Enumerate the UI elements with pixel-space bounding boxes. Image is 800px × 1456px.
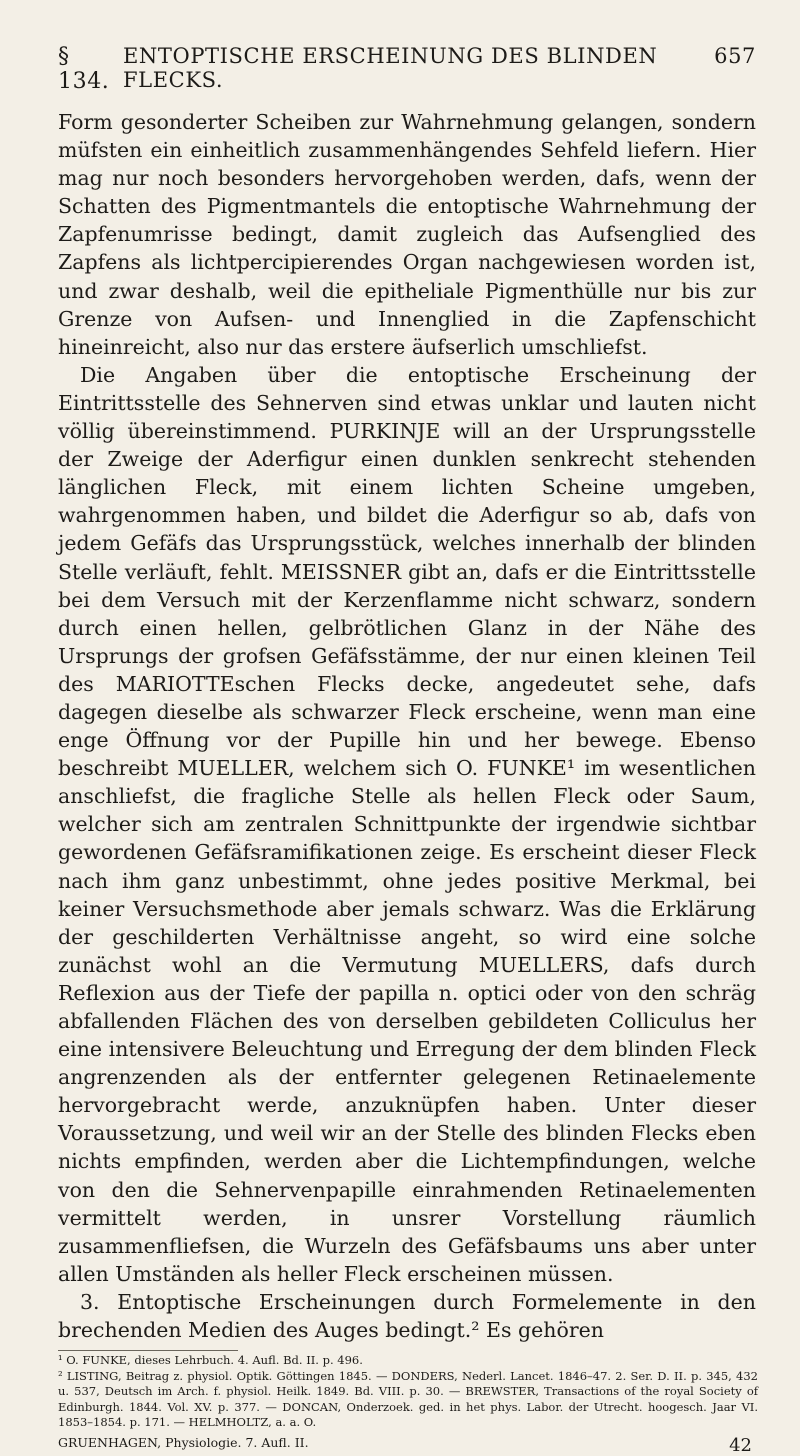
page-footer (58, 1435, 752, 1456)
signature-mark: 42 (729, 1434, 752, 1456)
section-number: § 134. (58, 44, 110, 94)
book-imprint: GRUENHAGEN, Physiologie. 7. Aufl. II. (58, 1434, 309, 1450)
paragraph-1: Form gesonderter Scheiben zur Wahrnehmung gelangen, sondern müfsten ein einheitlich zusammenhängendes Sehfeld liefern. Hier mag nur noch besonders hervorgehoben werden, dafs, wenn der Schatten des Pigmentmantels die entoptische Wahrnehmung der Zapfenumrisse bedingt, damit zugleich das Aufsenglied des Zapfens als lichtpercipierendes Organ nachgewiesen worden ist, und zwar deshalb, weil die epitheliale Pigmenthülle nur bis zur Grenze von Aufsen- und Innenglied in die Zapfenschicht hineinreicht, also nur das erstere äufserlich umschliefst. (58, 110, 756, 359)
paragraph-2: Die Angaben über die entoptische Erscheinung der Eintrittsstelle des Sehnerven sind etwas unklar und lauten nicht völlig übereinstimmend. PURKINJE will an der Ursprungsstelle der Zweige der Aderfigur einen dunklen senkrecht stehenden länglichen Fleck, mit einem lichten Scheine umgeben, wahrgenommen haben, und bildet die Aderfigur so ab, dafs von jedem Gefäfs das Ursprungsstück, welches innerhalb der blinden Stelle verläuft, fehlt. MEISSNER gibt an, dafs er die Eintrittsstelle bei dem Versuch mit der Kerzenflamme nicht schwarz, sondern durch einen hellen, gelbrötlichen Glanz in der Nähe des Ursprungs der grofsen Gefäfsstämme, der nur einen kleinen Teil des MARIOTTEschen Flecks decke, angedeutet sehe, dafs dagegen dieselbe als schwarzer Fleck erscheine, wenn man eine enge Öffnung vor der Pupille hin und her bewege. Ebenso beschreibt MUELLER, welchem sich O. FUNKE¹ im wesentlichen anschliefst, die fragliche Stelle als hellen Fleck oder Saum, welcher sich am zentralen Schnittpunkte der irgendwie sichtbar gewordenen Gefäfsramifikationen zeige. Es erscheint dieser Fleck nach ihm ganz unbestimmt, ohne jedes positive Merkmal, bei keiner Versuchsmethode aber jemals schwarz. Was die Erklärung der geschilderten Verhältnisse angeht, so wird eine solche zunächst wohl an die Vermutung MUELLERS, dafs durch Reflexion aus der Tiefe der papilla n. optici oder von den schräg abfallenden Flächen des von derselben gebildeten Colliculus her eine intensivere Beleuchtung und Erregung der dem blinden Fleck angrenzenden als der entfernter gelegenen Retinaelemente hervorgebracht werde, anzuknüpfen haben. Unter dieser Voraussetzung, und weil wir an der Stelle des blinden Flecks eben nichts empfinden, werden aber die Lichtempfindungen, welche von den die Sehnervenpapille einrahmenden Retinaelementen vermittelt werden, in unsrer Vorstellung räumlich zusammenfliefsen, die Wurzeln des Gefäfsbaums uns aber unter allen Umständen als heller Fleck erscheinen müssen. (58, 362, 756, 1286)
paragraph-3: 3. Entoptische Erscheinungen durch Formelemente in den brechenden Medien des Auges bedingt.² Es gehören (58, 1289, 756, 1343)
running-title: ENTOPTISCHE ERSCHEINUNG DES BLINDEN FLECKS. (123, 44, 658, 92)
running-header (58, 44, 756, 94)
page-number: 657 (714, 44, 756, 68)
body-text (58, 108, 756, 1344)
footnote-1: ¹ O. FUNKE, dieses Lehrbuch. 4. Aufl. Bd. II. p. 496. (58, 1353, 363, 1368)
footnote-2: ² LISTING, Beitrag z. physiol. Optik. Göttingen 1845. — DONDERS, Nederl. Lancet. 1846–47. 2. Ser. D. II. p. 345, 432 u. 537, Deutsch im Arch. f. physiol. Heilk. 1849. Bd. VIII. p. 30. — BREWSTER, Transactions of the royal Society of Edinburgh. 1844. Vol. XV. p. 377. — DONCAN, Onderzoek. ged. in het phys. Labor. der Utrecht. hoogesch. Jaar VI. 1853–1854. p. 171. — HELMHOLTZ, a. a. O. (58, 1368, 758, 1430)
